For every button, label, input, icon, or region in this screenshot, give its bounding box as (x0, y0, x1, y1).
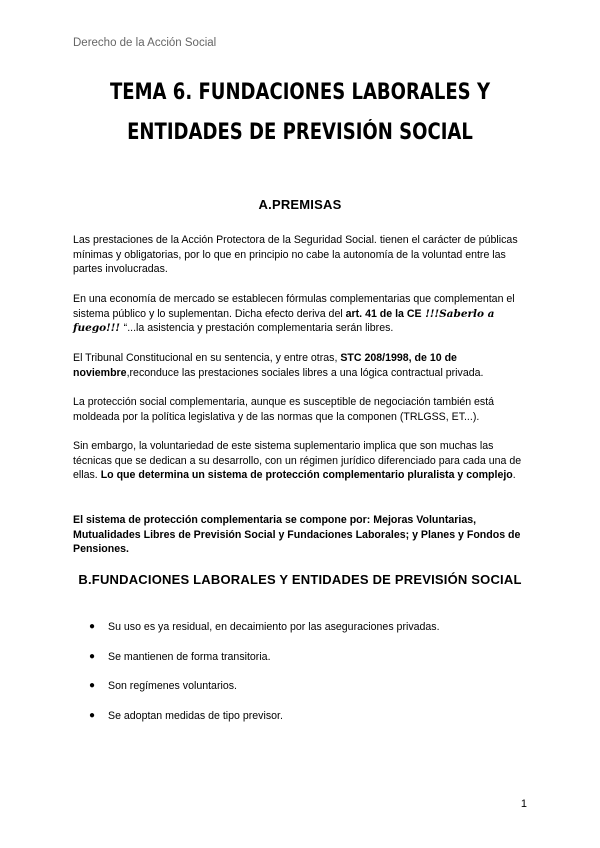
paragraph-6-bold: El sistema de protección complementaria se compone por: Mejoras Voluntarias, Mutualidades Libres de Previsión Social y Fundaciones Laborales; y Planes y Fondos de Pensiones. (73, 514, 521, 555)
list-item (73, 679, 531, 709)
paragraph-3 (73, 351, 531, 380)
page-number: 1 (520, 798, 527, 810)
paragraph-5 (73, 439, 531, 483)
paragraph-3-bold: STC 208/1998, de 10 de noviembre (73, 352, 457, 379)
list-item-text: Se adoptan medidas de tipo previsor. (108, 709, 283, 722)
paragraph-2-text-b: “...la asistencia y prestación complementaria serán libres. (123, 322, 394, 334)
list-item-text: Se mantienen de forma transitoria. (108, 650, 271, 663)
page-title-line-2: ENTIDADES DE PREVISIÓN SOCIAL (127, 120, 473, 145)
paragraph-5-bold: Lo que determina un sistema de protección complementario pluralista y complejo (100, 469, 513, 481)
paragraph-3-text-a: El Tribunal Constitucional en su sentencia, y entre otras, (73, 352, 341, 364)
list-item (73, 709, 531, 739)
list-item-text: Son regímenes voluntarios. (108, 680, 237, 692)
paragraph-2-text-a: En una economía de mercado se establecen fórmulas complementarias que complementan el sistema público y lo suplementan. Dicha efecto deriva del (73, 293, 515, 320)
bullet-icon: ● (89, 680, 96, 691)
paragraph-2-emphasis: !!!Saberlo a fuego!!! (73, 307, 495, 334)
paragraph-4: La protección social complementaria, aunque es susceptible de negociación también está moldeada por la política legislativa y de las normas que la componen (TRLGSS, ET...). (73, 396, 495, 423)
section-heading-premisas: A.PREMISAS (258, 197, 342, 212)
page-title-line-1: TEMA 6. FUNDACIONES LABORALES Y (109, 80, 491, 105)
paragraph-6 (73, 513, 531, 557)
list-item (73, 650, 531, 680)
paragraph-1: Las prestaciones de la Acción Protectora de la Seguridad Social. tienen el carácter de públicas mínimas y obligatorias, por lo que en principio no cabe la autonomía de la voluntad entre las partes involucradas. (73, 234, 518, 275)
paragraph-5-text-b: . (512, 469, 516, 481)
paragraph-5-text-a: Sin embargo, la voluntariedad de este sistema suplementario implica que son muchas las técnicas que se dedican a su desarrollo, con un régimen jurídico diferenciado para cada una de ellas. (73, 440, 522, 481)
bullet-list (73, 620, 531, 738)
paragraph-2-bold: art. 41 de la CE (345, 307, 422, 320)
bullet-icon: ● (89, 650, 96, 662)
list-item-text: Su uso es ya residual, en decaimiento por las aseguraciones privadas. (108, 621, 440, 633)
paragraph-2 (73, 292, 531, 336)
list-item (73, 620, 531, 650)
section-heading-fundaciones: B.FUNDACIONES LABORALES Y ENTIDADES DE PREVISIÓN SOCIAL (78, 572, 522, 587)
bullet-icon: ● (89, 709, 96, 721)
bullet-icon: ● (89, 621, 96, 632)
running-header: Derecho de la Acción Social (73, 37, 217, 49)
paragraph-3-text-b: ,reconduce las prestaciones sociales libres a una lógica contractual privada. (126, 366, 484, 379)
